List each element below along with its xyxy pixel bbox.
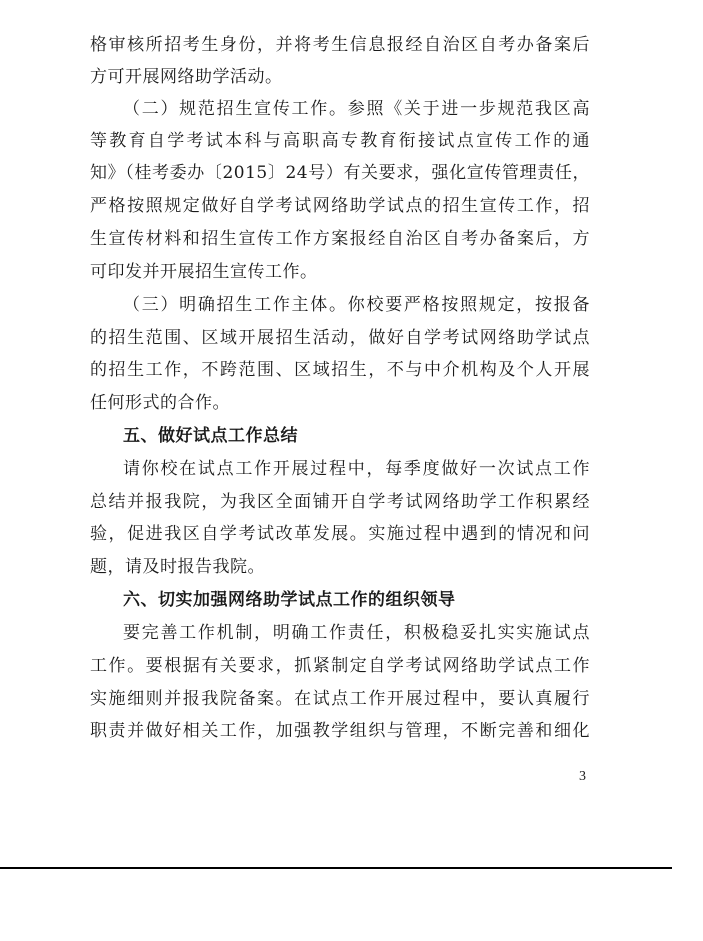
paragraph-4-line-4: 题，请及时报告我院。 bbox=[90, 557, 265, 577]
section-heading-6: 六、切实加强网络助学试点工作的组织领导 bbox=[123, 590, 456, 610]
paragraph-3-line-4: 任何形式的合作。 bbox=[90, 393, 230, 413]
paragraph-2-line-2: 等教育自学考试本科与高职高专教育衔接试点宣传工作的通 bbox=[90, 131, 590, 151]
paragraph-3-line-2: 的招生范围、区域开展招生活动，做好自学考试网络助学试点 bbox=[90, 328, 590, 348]
paragraph-2-line-6: 可印发并开展招生宣传工作。 bbox=[90, 262, 318, 282]
footer-divider bbox=[0, 867, 672, 869]
paragraph-3-line-3: 的招生工作，不跨范围、区域招生，不与中介机构及个人开展 bbox=[90, 360, 590, 380]
paragraph-3-line-1: （三）明确招生工作主体。你校要严格按照规定，按报备 bbox=[123, 295, 590, 315]
paragraph-5-line-1: 要完善工作机制，明确工作责任，积极稳妥扎实实施试点 bbox=[123, 623, 590, 643]
paragraph-4-line-1: 请你校在试点工作开展过程中，每季度做好一次试点工作 bbox=[123, 459, 590, 479]
section-heading-5: 五、做好试点工作总结 bbox=[123, 426, 298, 446]
paragraph-1-line-1: 格审核所招考生身份，并将考生信息报经自治区自考办备案后 bbox=[90, 35, 590, 55]
paragraph-2-line-4: 严格按照规定做好自学考试网络助学试点的招生宣传工作，招 bbox=[90, 196, 590, 216]
paragraph-5-line-3: 实施细则并报我院备案。在试点工作开展过程中，要认真履行 bbox=[90, 689, 590, 709]
paragraph-2-line-5: 生宣传材料和招生宣传工作方案报经自治区自考办备案后，方 bbox=[90, 229, 590, 249]
page-number: 3 bbox=[579, 769, 586, 784]
paragraph-1-line-2: 方可开展网络助学活动。 bbox=[90, 67, 283, 87]
paragraph-4-line-3: 验，促进我区自学考试改革发展。实施过程中遇到的情况和问 bbox=[90, 524, 590, 544]
paragraph-2-line-1: （二）规范招生宣传工作。参照《关于进一步规范我区高 bbox=[123, 99, 590, 119]
paragraph-4-line-2: 总结并报我院，为我区全面铺开自学考试网络助学工作积累经 bbox=[90, 492, 590, 512]
paragraph-5-line-2: 工作。要根据有关要求，抓紧制定自学考试网络助学试点工作 bbox=[90, 656, 590, 676]
paragraph-5-line-4: 职责并做好相关工作，加强教学组织与管理，不断完善和细化 bbox=[90, 721, 590, 741]
paragraph-2-line-3: 知》（桂考委办〔2015〕24号）有关要求，强化宣传管理责任， bbox=[90, 163, 590, 183]
